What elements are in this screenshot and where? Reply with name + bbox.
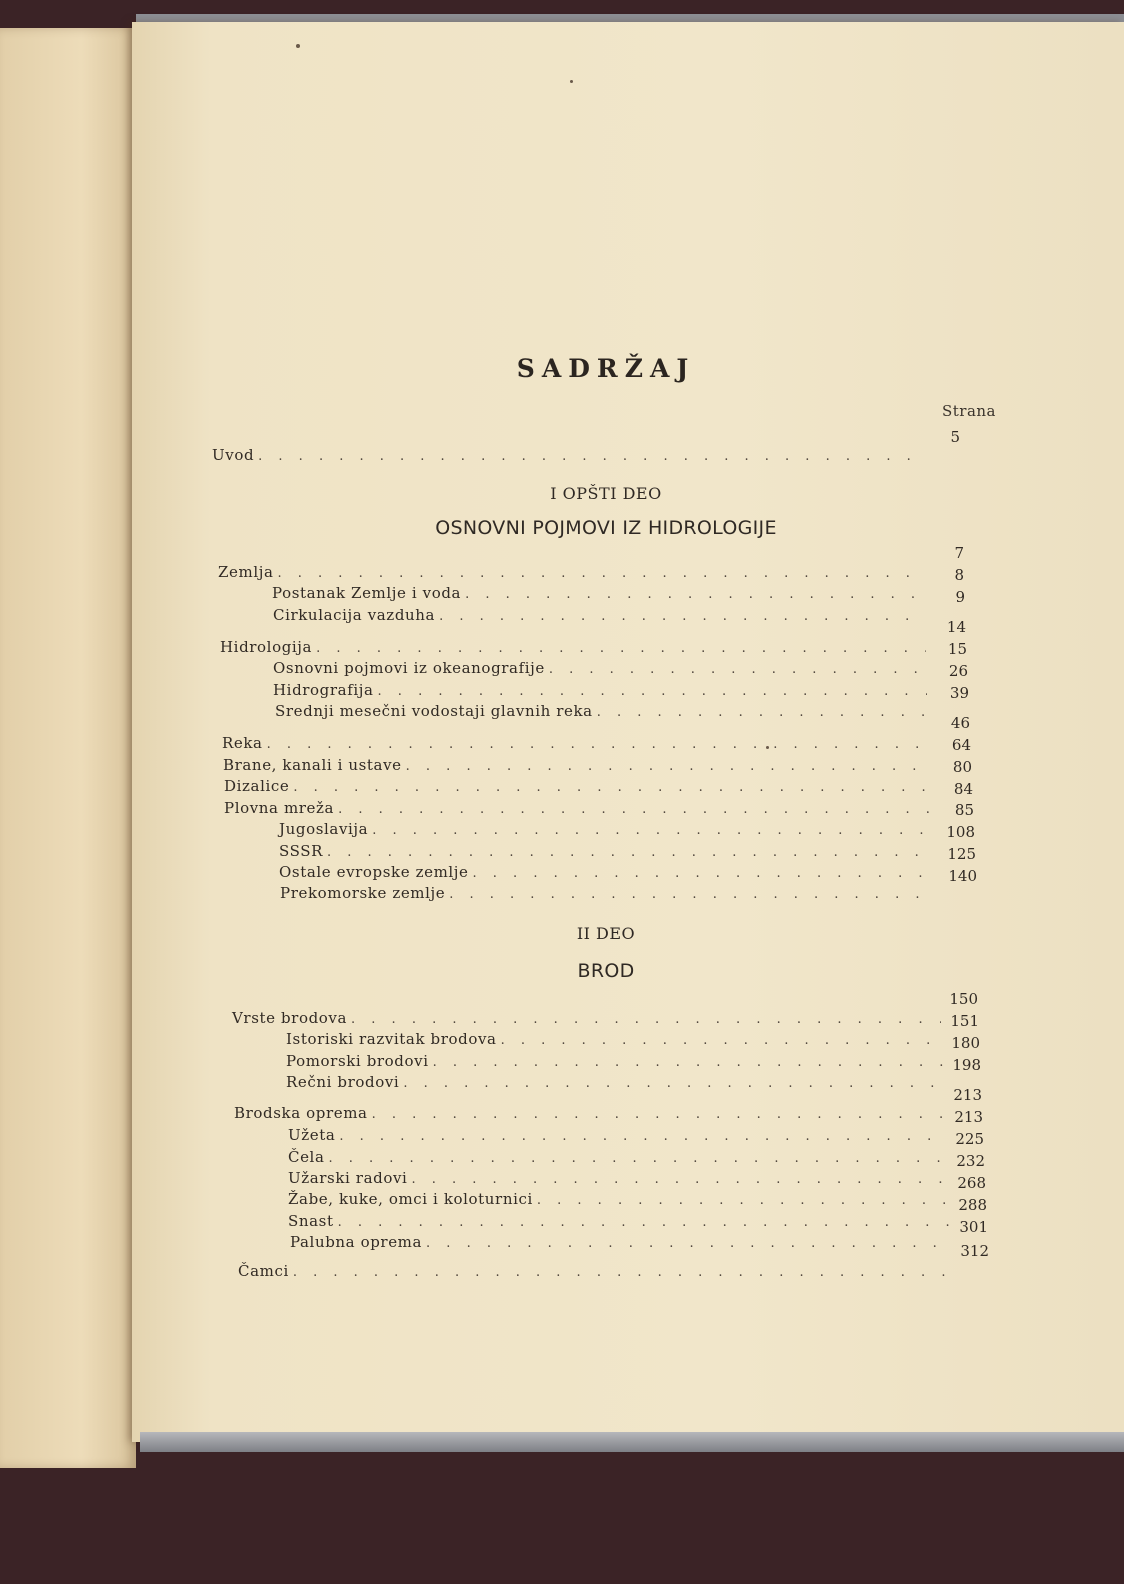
toc-subentry bbox=[288, 1169, 948, 1189]
page-number: 288 bbox=[958, 1196, 987, 1214]
toc-entry-label: Srednji mesečni vodostaji glavnih reka bbox=[275, 702, 593, 720]
leader-dots bbox=[351, 1012, 941, 1027]
leader-dots bbox=[339, 1129, 946, 1144]
leader-dots bbox=[316, 641, 926, 656]
toc-subentry bbox=[273, 659, 927, 679]
leader-dots bbox=[338, 802, 933, 817]
toc-entry-label: Reka bbox=[222, 734, 263, 752]
page-number: 14 bbox=[946, 618, 966, 636]
part-1-heading: I OPŠTI DEO bbox=[550, 484, 662, 503]
leader-dots bbox=[403, 1076, 944, 1091]
leader-dots bbox=[278, 566, 924, 581]
toc-subentry bbox=[288, 1126, 946, 1146]
leader-dots bbox=[597, 705, 928, 720]
toc-entry bbox=[224, 777, 932, 797]
toc-entry bbox=[234, 1104, 945, 1124]
toc-entry-label: Hidrologija bbox=[220, 638, 313, 656]
leader-dots bbox=[293, 1265, 952, 1280]
toc-entry-label: Palubna oprema bbox=[290, 1233, 423, 1251]
toc-subentry bbox=[275, 702, 928, 722]
paper-speck bbox=[570, 80, 573, 83]
leader-dots bbox=[329, 1151, 948, 1166]
page-number: 232 bbox=[956, 1152, 985, 1170]
toc-entry-label: Brodska oprema bbox=[234, 1104, 368, 1122]
toc-subentry bbox=[286, 1052, 943, 1072]
toc-entry-label: Uvod bbox=[212, 446, 255, 464]
toc-subentry bbox=[288, 1148, 947, 1168]
toc-entry-label: Dizalice bbox=[224, 777, 290, 795]
page-number: 140 bbox=[948, 867, 977, 885]
page-number: 64 bbox=[951, 736, 971, 754]
toc-entry-label: Osnovni pojmovi iz okeanografije bbox=[273, 659, 545, 677]
page-column-label: Strana bbox=[941, 402, 996, 420]
toc-subentry bbox=[273, 681, 927, 701]
leader-dots bbox=[439, 609, 924, 624]
toc-entry-label: Brane, kanali i ustave bbox=[223, 756, 402, 774]
toc-entry-intro bbox=[212, 446, 924, 466]
toc-entry-label: Prekomorske zemlje bbox=[280, 884, 446, 902]
paper-speck bbox=[766, 746, 769, 749]
toc-subentry bbox=[288, 1190, 949, 1210]
toc-entry bbox=[223, 756, 931, 776]
toc-entry-label: Pomorski brodovi bbox=[286, 1052, 429, 1070]
page-number: 225 bbox=[955, 1130, 984, 1148]
toc-entry-label: Čela bbox=[288, 1148, 325, 1166]
toc-subentry bbox=[286, 1030, 942, 1050]
toc-entry bbox=[222, 734, 930, 754]
page-number: 268 bbox=[957, 1174, 986, 1192]
leader-dots bbox=[327, 845, 935, 860]
leader-dots bbox=[411, 1172, 948, 1187]
toc-entry bbox=[220, 638, 926, 658]
toc-entry-label: Postanak Zemlje i voda bbox=[272, 584, 462, 602]
leader-dots bbox=[372, 1107, 945, 1122]
toc-subentry bbox=[290, 1233, 951, 1253]
toc-entry-label: Cirkulacija vazduha bbox=[273, 606, 436, 624]
toc-entry-label: Čamci bbox=[238, 1262, 289, 1280]
page-number: 198 bbox=[952, 1056, 981, 1074]
page-number: 85 bbox=[954, 801, 974, 819]
page-number: 39 bbox=[949, 684, 969, 702]
toc-entry-label: Jugoslavija bbox=[279, 820, 369, 838]
leader-dots bbox=[338, 1215, 950, 1230]
toc-entry-label: Hidrografija bbox=[273, 681, 374, 699]
page-number: 150 bbox=[949, 990, 978, 1008]
page-number: 312 bbox=[960, 1242, 989, 1260]
toc-subentry bbox=[288, 1212, 950, 1232]
page-number: 125 bbox=[947, 845, 976, 863]
page-number: 5 bbox=[950, 428, 960, 446]
part-1-section-title: OSNOVNI POJMOVI IZ HIDROLOGIJE bbox=[435, 517, 777, 539]
leader-dots bbox=[267, 737, 930, 752]
toc-subentry bbox=[272, 584, 924, 604]
page-number: 7 bbox=[954, 544, 964, 562]
page-number: 301 bbox=[959, 1218, 988, 1236]
toc-entry-label: Vrste brodova bbox=[232, 1009, 348, 1027]
toc-subentry bbox=[286, 1073, 944, 1093]
toc-entry-label: SSSR bbox=[279, 842, 323, 860]
leader-dots bbox=[549, 662, 927, 677]
page-number: 9 bbox=[955, 588, 965, 606]
page-number: 84 bbox=[953, 780, 973, 798]
toc-entry-label: Istoriski razvitak brodova bbox=[286, 1030, 497, 1048]
page-number: 213 bbox=[954, 1108, 983, 1126]
page-number: 180 bbox=[951, 1034, 980, 1052]
toc-entry-label: Zemlja bbox=[218, 563, 274, 581]
leader-dots bbox=[406, 759, 931, 774]
page-number: 46 bbox=[950, 714, 970, 732]
contents-page bbox=[132, 22, 1124, 1442]
page-number: 26 bbox=[948, 662, 968, 680]
toc-subentry bbox=[273, 606, 924, 626]
page-number: 108 bbox=[946, 823, 975, 841]
paper-speck bbox=[296, 44, 300, 48]
toc-entry-label: Žabe, kuke, omci i koloturnici bbox=[288, 1190, 533, 1208]
page-number: 80 bbox=[952, 758, 972, 776]
page-number: 8 bbox=[954, 566, 964, 584]
toc-entry bbox=[218, 563, 924, 583]
toc-entry bbox=[224, 799, 933, 819]
toc-entry bbox=[238, 1262, 952, 1282]
leader-dots bbox=[465, 587, 924, 602]
leader-dots bbox=[449, 887, 936, 902]
page-number: 15 bbox=[947, 640, 967, 658]
toc-entry bbox=[232, 1009, 941, 1029]
part-2-heading: II DEO bbox=[576, 924, 636, 943]
toc-entry-label: Snast bbox=[288, 1212, 334, 1230]
toc-subentry bbox=[280, 884, 936, 904]
toc-entry-label: Užeta bbox=[288, 1126, 336, 1144]
toc-entry-label: Užarski radovi bbox=[288, 1169, 408, 1187]
leader-dots bbox=[537, 1193, 949, 1208]
bottom-edge bbox=[140, 1432, 1124, 1452]
toc-subentry bbox=[279, 863, 935, 883]
leader-dots bbox=[372, 823, 934, 838]
toc bbox=[132, 22, 1124, 1442]
page-number: 151 bbox=[950, 1012, 979, 1030]
toc-subentry bbox=[279, 820, 934, 840]
page-number: 213 bbox=[953, 1086, 982, 1104]
left-page bbox=[0, 28, 136, 1468]
leader-dots bbox=[473, 866, 935, 881]
leader-dots bbox=[501, 1033, 942, 1048]
leader-dots bbox=[433, 1055, 943, 1070]
leader-dots bbox=[258, 449, 924, 464]
part-2-section-title: BROD bbox=[577, 960, 635, 982]
toc-entry-label: Rečni brodovi bbox=[286, 1073, 400, 1091]
toc-entry-label: Plovna mreža bbox=[224, 799, 335, 817]
leader-dots bbox=[293, 780, 932, 795]
toc-entry-label: Ostale evropske zemlje bbox=[279, 863, 469, 881]
page-title: SADRŽAJ bbox=[516, 354, 696, 383]
toc-subentry bbox=[279, 842, 935, 862]
leader-dots bbox=[378, 684, 927, 699]
leader-dots bbox=[426, 1236, 951, 1251]
